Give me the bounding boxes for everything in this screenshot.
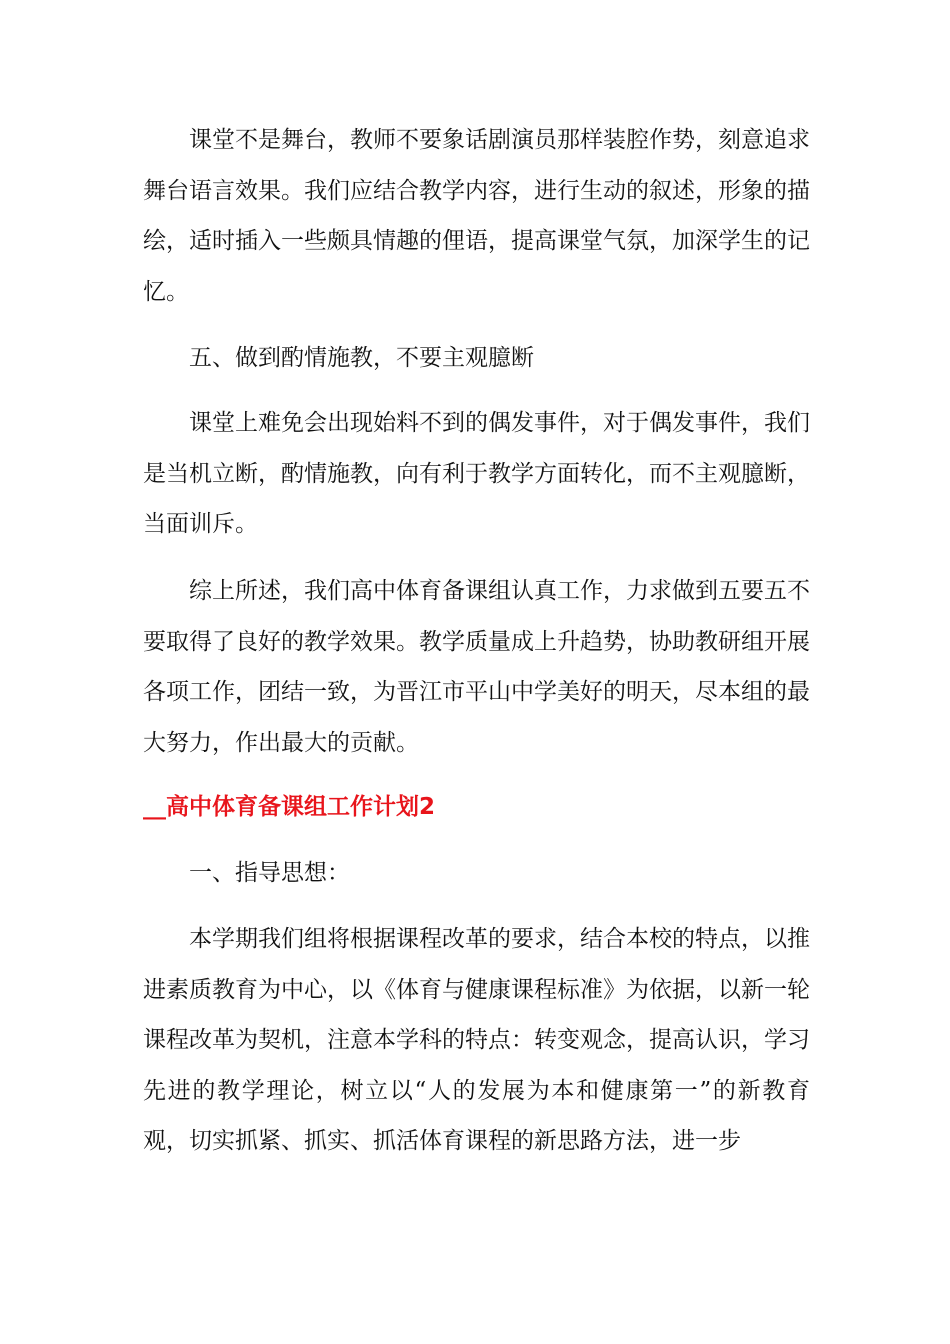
heading-item-five: 五、做到酌情施教，不要主观臆断 <box>189 345 534 371</box>
section-title: __高中体育备课组工作计划2 <box>143 794 436 820</box>
paragraph-summary: 综上所述，我们高中体育备课组认真工作，力求做到五要五不要取得了良好的教学效果。教学质量成上升趋势，协助教研组开展各项工作，团结一致，为晋江市平山中学美好的明天，尽本组的最大努力，作出最大的贡献。 <box>143 578 810 756</box>
paragraph-semester-plan: 本学期我们组将根据课程改革的要求，结合本校的特点，以推进素质教育为中心，以《体育与健康课程标准》为依据，以新一轮课程改革为契机，注意本学科的特点：转变观念，提高认识，学习先进的教学理论，树立以“人的发展为本和健康第一”的新教育观，切实抓紧、抓实、抓活体育课程的新思路方法，进一步 <box>143 926 810 1154</box>
heading-guiding-ideology: 一、指导思想： <box>189 860 350 886</box>
paragraph-unexpected-events: 课堂上难免会出现始料不到的偶发事件，对于偶发事件，我们是当机立断，酌情施教，向有利于教学方面转化，而不主观臆断，当面训斥。 <box>143 410 810 537</box>
paragraph-classroom-not-stage: 课堂不是舞台，教师不要象话剧演员那样装腔作势，刻意追求舞台语言效果。我们应结合教学内容，进行生动的叙述，形象的描绘，适时插入一些颇具情趣的俚语，提高课堂气氛，加深学生的记忆。 <box>143 127 810 305</box>
